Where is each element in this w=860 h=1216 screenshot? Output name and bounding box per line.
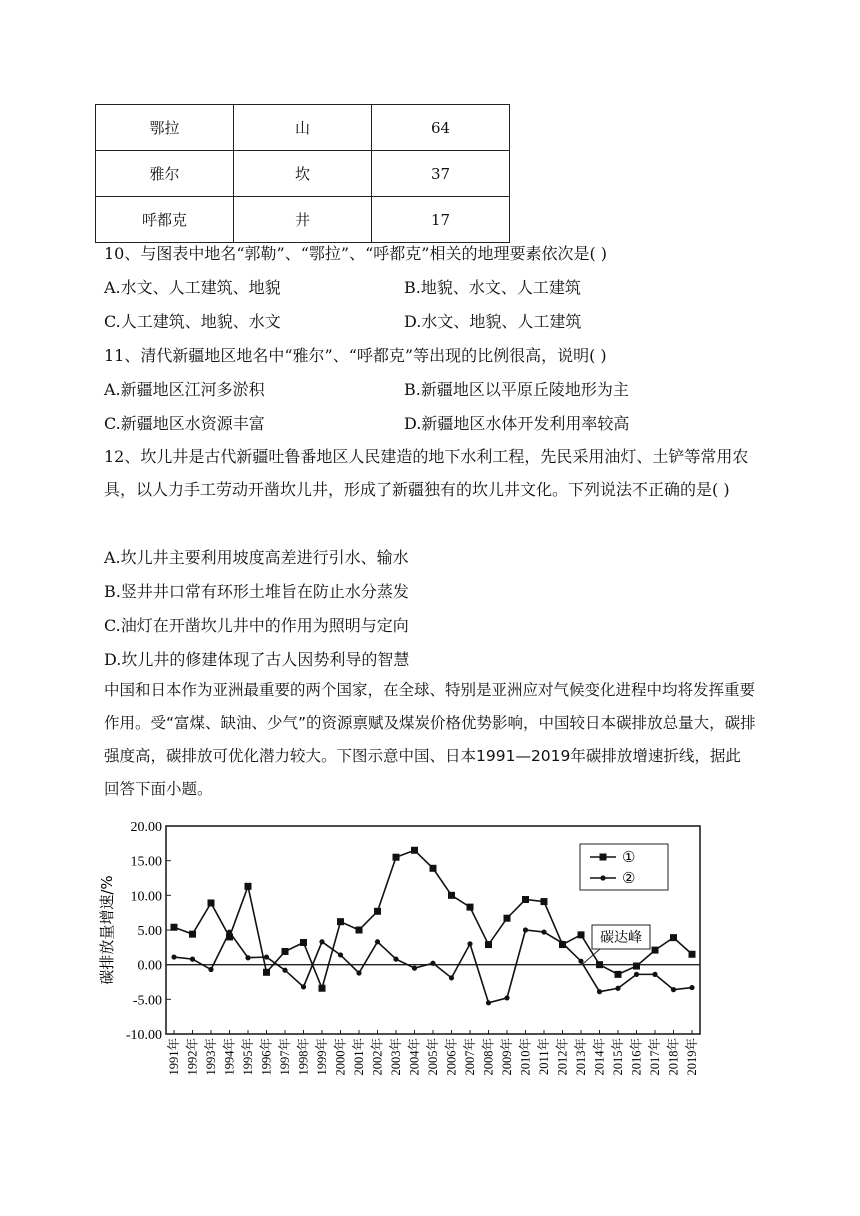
series-1-point bbox=[578, 931, 585, 938]
series-1-point bbox=[633, 963, 640, 970]
q11-option-d: D.新疆地区水体开发利用率较高 bbox=[404, 414, 630, 433]
q10-option-a: A.水文、人工建筑、地貌 bbox=[104, 278, 281, 297]
passage: 中国和日本作为亚洲最重要的两个国家，在全球、特别是亚洲应对气候变化进程中均将发挥重要作用。受“富煤、缺油、少气”的资源禀赋及煤炭价格优势影响，中国较日本碳排放总量大，碳排强度高，碳排放可优化潜力较大。下图示意中国、日本1991—2019年碳排放增速折线，据此回答下面小题。 bbox=[104, 681, 756, 798]
q11-stem: 11、清代新疆地区地名中“雅尔”、“呼都克”等出现的比例很高，说明( ) bbox=[104, 346, 607, 365]
table-cell: 坎 bbox=[234, 151, 372, 197]
table-cell: 64 bbox=[372, 105, 510, 151]
y-tick-label: 10.00 bbox=[130, 889, 162, 905]
series-2-point bbox=[597, 989, 602, 994]
y-tick-label: 0.00 bbox=[137, 958, 162, 974]
series-1-point bbox=[467, 904, 474, 911]
series-1-point bbox=[411, 847, 418, 854]
table-cell: 37 bbox=[372, 151, 510, 197]
x-tick-label: 1999年 bbox=[315, 1038, 329, 1076]
series-2-point bbox=[208, 967, 213, 972]
q11-option-a: A.新疆地区江河多淤积 bbox=[104, 380, 265, 399]
table-cell: 山 bbox=[234, 105, 372, 151]
series-2-point bbox=[301, 984, 306, 989]
series-2-point bbox=[282, 968, 287, 973]
q12-option-d: D.坎儿井的修建体现了古人因势利导的智慧 bbox=[104, 650, 410, 669]
series-2-point bbox=[634, 972, 639, 977]
x-tick-label: 2018年 bbox=[666, 1038, 681, 1076]
series-2-point bbox=[689, 985, 694, 990]
series-1-point bbox=[485, 941, 492, 948]
x-tick-label: 2014年 bbox=[592, 1038, 607, 1076]
y-tick-label: -10.00 bbox=[125, 1028, 162, 1043]
series-1-point bbox=[522, 896, 529, 903]
series-2-point bbox=[504, 995, 509, 1000]
q12-stem: 12、坎儿井是古代新疆吐鲁番地区人民建造的地下水利工程，先民采用油灯、土铲等常用农具，以人力手工劳动开凿坎儿井，形成了新疆独有的坎儿井文化。下列说法不正确的是( ) bbox=[104, 447, 749, 499]
series-2-point bbox=[467, 941, 472, 946]
series-1-point bbox=[356, 927, 363, 934]
series-2-point bbox=[245, 955, 250, 960]
x-tick-label: 2010年 bbox=[518, 1038, 533, 1076]
series-1-point bbox=[652, 947, 659, 954]
series-1-point bbox=[208, 899, 215, 906]
series-2-point bbox=[227, 929, 232, 934]
x-tick-label: 2004年 bbox=[407, 1038, 422, 1076]
x-tick-label: 1991年 bbox=[167, 1038, 181, 1076]
x-tick-label: 2008年 bbox=[481, 1038, 496, 1076]
series-2-point bbox=[171, 954, 176, 959]
legend-label: ① bbox=[622, 850, 636, 866]
table-cell: 鄂拉 bbox=[96, 105, 234, 151]
q10-option-b: B.地貌、水文、人工建筑 bbox=[404, 278, 581, 297]
x-tick-label: 1994年 bbox=[222, 1038, 237, 1076]
series-2-point bbox=[578, 959, 583, 964]
series-1-point bbox=[504, 915, 511, 922]
q10-option-c: C.人工建筑、地貌、水文 bbox=[104, 312, 281, 331]
y-tick-label: 15.00 bbox=[130, 854, 162, 870]
table-cell: 17 bbox=[372, 197, 510, 243]
x-tick-label: 1995年 bbox=[241, 1038, 255, 1076]
table-cell: 呼都克 bbox=[96, 197, 234, 243]
series-1-point bbox=[393, 854, 400, 861]
series-2-point bbox=[338, 952, 343, 957]
x-tick-label: 2015年 bbox=[611, 1038, 625, 1076]
place-name-table bbox=[95, 104, 510, 243]
x-tick-label: 1993年 bbox=[204, 1038, 218, 1076]
series-1-point bbox=[171, 924, 178, 931]
series-1-point bbox=[615, 971, 622, 978]
q12-option-c: C.油灯在开凿坎儿井中的作用为照明与定向 bbox=[104, 616, 409, 635]
series-2-point bbox=[671, 987, 676, 992]
series-1-point bbox=[374, 908, 381, 915]
series-1-point bbox=[300, 939, 307, 946]
x-tick-label: 2005年 bbox=[426, 1038, 440, 1076]
x-tick-label: 2009年 bbox=[500, 1038, 514, 1076]
table-cell: 雅尔 bbox=[96, 151, 234, 197]
series-1-point bbox=[189, 931, 196, 938]
series-1-point bbox=[430, 865, 437, 872]
x-tick-label: 1998年 bbox=[296, 1038, 311, 1076]
x-tick-label: 2012年 bbox=[555, 1038, 570, 1076]
series-2-point bbox=[412, 966, 417, 971]
series-2-point bbox=[486, 1000, 491, 1005]
q11-option-b: B.新疆地区以平原丘陵地形为主 bbox=[404, 380, 629, 399]
series-1-point bbox=[670, 934, 677, 941]
emission-growth-chart bbox=[90, 812, 720, 1092]
series-1-point bbox=[245, 883, 252, 890]
series-1-point bbox=[319, 985, 326, 992]
series-1-point bbox=[337, 918, 344, 925]
y-tick-label: 5.00 bbox=[137, 924, 162, 939]
series-1-point bbox=[689, 951, 696, 958]
q11-option-c: C.新疆地区水资源丰富 bbox=[104, 414, 265, 433]
q12-option-a: A.坎儿井主要利用坡度高差进行引水、输水 bbox=[104, 548, 409, 567]
x-tick-label: 2017年 bbox=[648, 1038, 662, 1076]
x-tick-label: 2011年 bbox=[537, 1038, 551, 1076]
table-row bbox=[96, 105, 510, 151]
series-2-point bbox=[264, 954, 269, 959]
x-tick-label: 1996年 bbox=[259, 1038, 274, 1076]
series-2-point bbox=[449, 975, 454, 980]
series-2-point bbox=[190, 957, 195, 962]
x-tick-label: 2000年 bbox=[333, 1038, 348, 1076]
table-row bbox=[96, 151, 510, 197]
x-tick-label: 2019年 bbox=[685, 1038, 699, 1076]
y-tick-label: 20.00 bbox=[130, 820, 162, 835]
x-tick-label: 2002年 bbox=[370, 1038, 385, 1076]
y-tick-label: -5.00 bbox=[132, 993, 162, 1009]
q12-option-b: B.竖井井口常有环形土堆旨在防止水分蒸发 bbox=[104, 582, 409, 601]
x-tick-label: 2003年 bbox=[389, 1038, 403, 1076]
annotation-label: 碳达峰 bbox=[600, 930, 642, 946]
series-2-point bbox=[430, 961, 435, 966]
series-2-point bbox=[523, 927, 528, 932]
x-tick-label: 2016年 bbox=[629, 1038, 644, 1076]
q10-option-d: D.水文、地貌、人工建筑 bbox=[404, 312, 582, 331]
legend-marker bbox=[600, 875, 605, 880]
series-1-point bbox=[263, 969, 270, 976]
table-cell: 井 bbox=[234, 197, 372, 243]
legend-marker bbox=[600, 854, 607, 861]
series-2-point bbox=[615, 986, 620, 991]
series-2-point bbox=[560, 941, 565, 946]
series-1-point bbox=[541, 898, 548, 905]
legend-label: ② bbox=[622, 871, 636, 887]
series-2-point bbox=[375, 939, 380, 944]
table-row bbox=[96, 197, 510, 243]
x-tick-label: 2007年 bbox=[463, 1038, 477, 1076]
y-axis-label: 碳排放量增速/% bbox=[98, 875, 116, 985]
q10-stem: 10、与图表中地名“郭勒”、“鄂拉”、“呼都克”相关的地理要素依次是( ) bbox=[104, 244, 608, 263]
series-2-point bbox=[319, 939, 324, 944]
series-2-point bbox=[652, 972, 657, 977]
series-2-point bbox=[393, 957, 398, 962]
x-tick-label: 2006年 bbox=[444, 1038, 459, 1076]
x-tick-label: 1997年 bbox=[278, 1038, 292, 1076]
series-1-point bbox=[448, 892, 455, 899]
series-2-point bbox=[356, 970, 361, 975]
series-1-point bbox=[282, 948, 289, 955]
series-2-point bbox=[541, 929, 546, 934]
x-tick-label: 2001年 bbox=[352, 1038, 366, 1076]
series-1-point bbox=[596, 961, 603, 968]
x-tick-label: 2013年 bbox=[574, 1038, 588, 1076]
x-tick-label: 1992年 bbox=[185, 1038, 200, 1076]
